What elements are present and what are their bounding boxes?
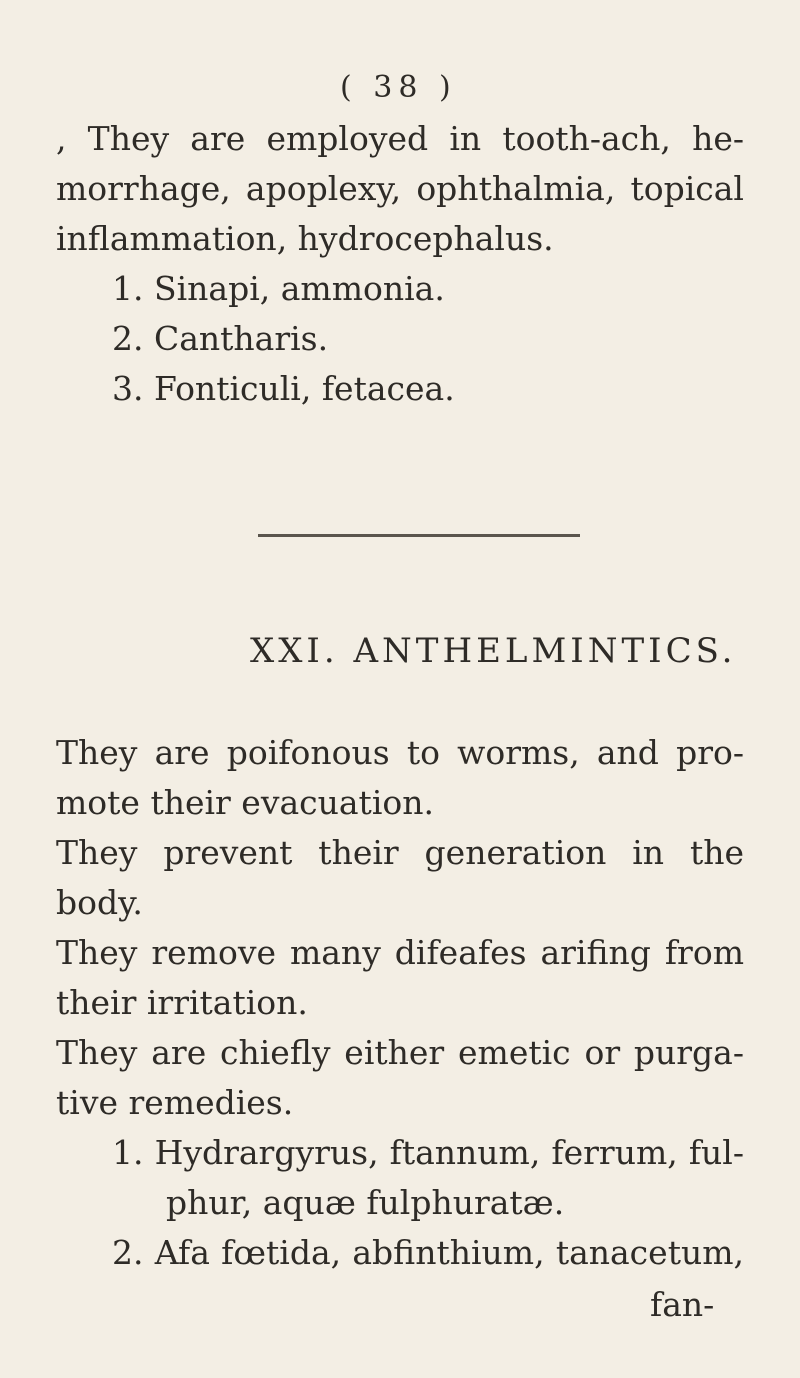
text-line: They are poifonous to worms, and pro-: [56, 733, 744, 772]
list-item-continuation: phur, aquæ fulphuratæ.: [166, 1183, 565, 1222]
section-divider: [258, 534, 580, 537]
list-item: 1. Hydrargyrus, ftannum, ferrum, ful-: [112, 1133, 744, 1172]
text-line: morrhage, apoplexy, ophthalmia, topical: [56, 169, 744, 208]
catchword: fan-: [650, 1285, 715, 1324]
page-number: ( 38 ): [340, 70, 457, 105]
text-line: mote their evacuation.: [56, 783, 434, 822]
text-line: their irritation.: [56, 983, 308, 1022]
list-item: 1. Sinapi, ammonia.: [112, 269, 445, 308]
text-line: They prevent their generation in the: [56, 833, 744, 872]
text-line: They are chiefly either emetic or purga-: [56, 1033, 744, 1072]
list-item: 2. Cantharis.: [112, 319, 329, 358]
text-line: inflammation, hydrocephalus.: [56, 219, 554, 258]
text-line: , They are employed in tooth-ach, he-: [56, 119, 744, 158]
text-line: They remove many difeafes arifing from: [56, 933, 744, 972]
text-line: tive remedies.: [56, 1083, 294, 1122]
list-item: 3. Fonticuli, fetacea.: [112, 369, 455, 408]
text-line: body.: [56, 883, 143, 922]
section-heading: XXI. ANTHELMINTICS.: [250, 631, 737, 671]
list-item: 2. Afa fœtida, abfinthium, tanacetum,: [112, 1233, 744, 1272]
